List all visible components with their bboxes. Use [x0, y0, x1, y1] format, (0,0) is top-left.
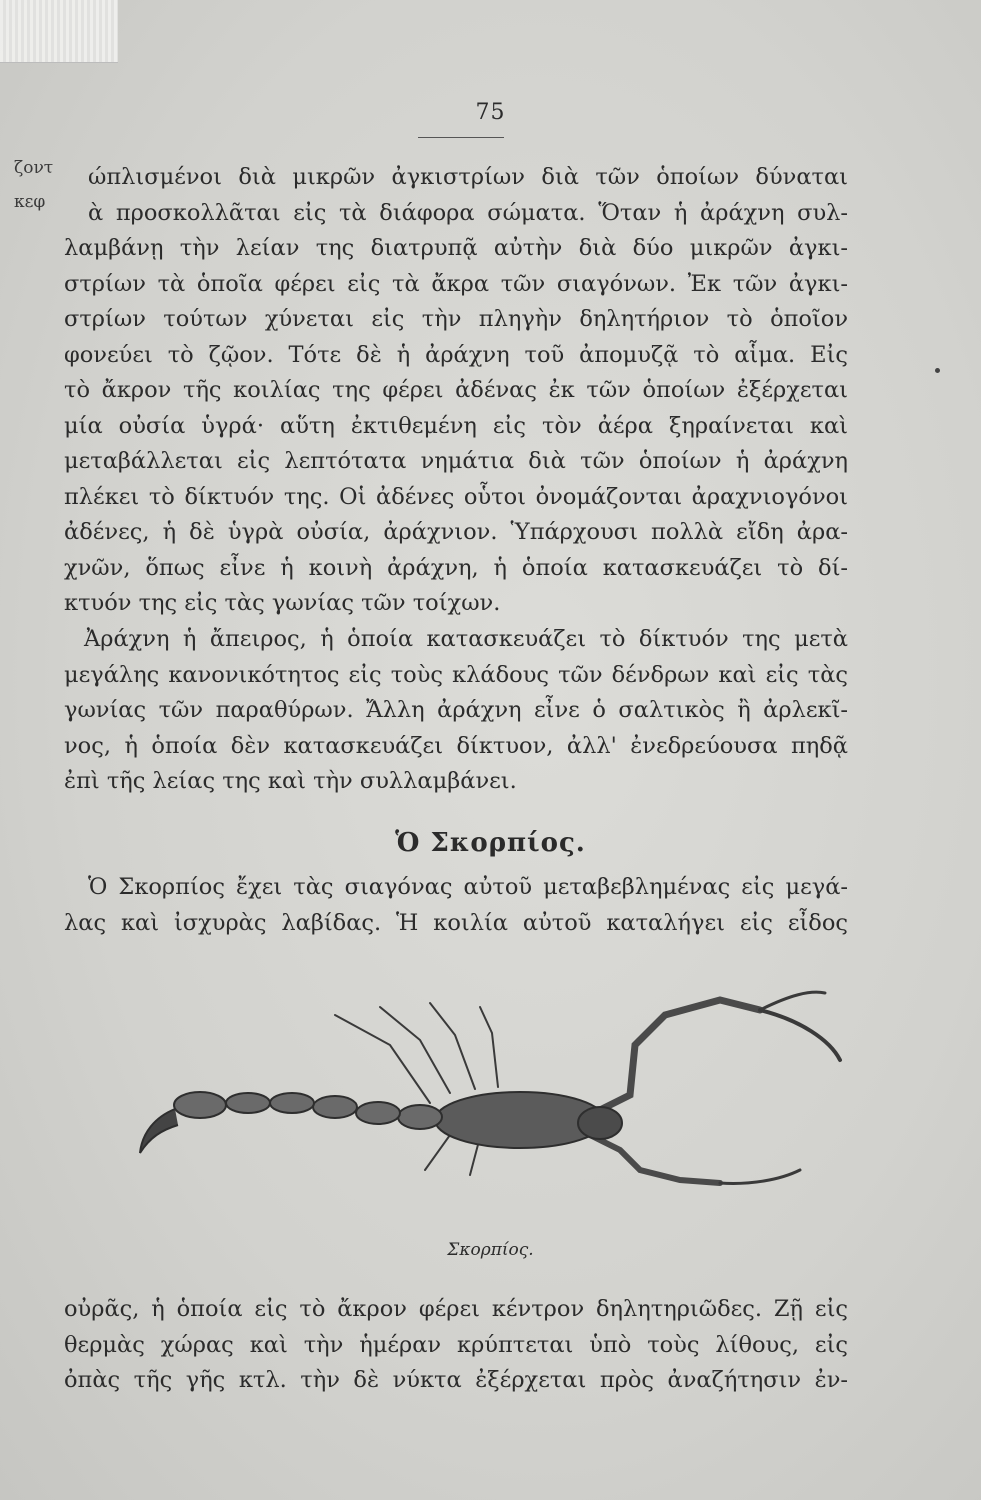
- text-line: τὸ ἄκρον τῆς κοιλίας της φέρει ἀδένας ἐκ τῶν ὁποίων ἐξέρχεται: [64, 377, 848, 403]
- figure-caption: Σκορπίος.: [447, 1240, 534, 1260]
- text-line: Ὁ Σκορπίος ἔχει τὰς σιαγόνας αὐτοῦ μεταβεβλημένας εἰς μεγά-: [88, 874, 848, 900]
- scorpion-illustration: [120, 985, 860, 1195]
- ink-speck: [935, 368, 940, 373]
- text-line: φονεύει τὸ ζῷον. Τότε δὲ ἡ ἀράχνη τοῦ ἀπομυζᾷ τὸ αἷμα. Εἰς: [64, 341, 848, 368]
- paragraph-1: [88, 160, 848, 231]
- text-line: στρίων τὰ ὁποῖα φέρει εἰς τὰ ἄκρα τῶν σιαγόνων. Ἐκ τῶν ἀγκι-: [64, 270, 848, 297]
- text-line: ἐπὶ τῆς λείας της καὶ τὴν συλλαμβάνει.: [64, 768, 517, 794]
- text-line: πλέκει τὸ δίκτυόν της. Οἱ ἀδένες οὗτοι ὀνομάζονται ἀραχνιογόνοι: [64, 483, 848, 510]
- text-line: μεγάλης κανονικότητος εἰς τοὺς κλάδους τῶν δένδρων καὶ εἰς τὰς: [64, 661, 848, 688]
- text-line: μία οὐσία ὑγρά· αὕτη ἐκτιθεμένη εἰς τὸν ἀέρα ξηραίνεται καὶ: [64, 412, 848, 439]
- tape-scrap: [0, 0, 118, 63]
- text-line: χνῶν, ὅπως εἶνε ἡ κοινὴ ἀράχνη, ἡ ὁποία κατασκευάζει τὸ δί-: [64, 554, 848, 581]
- text-line: ἀδένες, ἡ δὲ ὑγρὰ οὐσία, ἀράχνιον. Ὑπάρχουσι πολλὰ εἴδη ἀρα-: [64, 519, 848, 545]
- text-line: νος, ἡ ὁποία δὲν κατασκευάζει δίκτυον, ἀλλ' ἐνεδρεύουσα πηδᾷ: [64, 732, 848, 759]
- text-line: λαμβάνῃ τὴν λείαν της διατρυπᾷ αὐτὴν διὰ δύο μικρῶν ἀγκι-: [64, 235, 848, 261]
- page-number: 75: [475, 100, 506, 125]
- text-line: κτυόν της εἰς τὰς γωνίας τῶν τοίχων.: [64, 590, 501, 616]
- text-line: στρίων τούτων χύνεται εἰς τὴν πληγὴν δηλητήριον τὸ ὁποῖον: [64, 306, 848, 332]
- text-line: γωνίας τῶν παραθύρων. Ἄλλη ἀράχνη εἶνε ὁ σαλτικὸς ἢ ἀρλεκῖ-: [64, 697, 848, 723]
- paragraph-4: [64, 1292, 848, 1399]
- text-line: οὐρᾶς, ἡ ὁποία εἰς τὸ ἄκρον φέρει κέντρον δηλητηριῶδες. Ζῇ εἰς: [64, 1296, 848, 1322]
- text-line: ὰ προσκολλᾶται εἰς τὰ διάφορα σώματα. Ὅταν ἡ ἀράχνη συλ-: [88, 199, 848, 226]
- text-line: ὀπὰς τῆς γῆς κτλ. τὴν δὲ νύκτα ἐξέρχεται πρὸς ἀναζήτησιν ἐν-: [64, 1367, 848, 1393]
- text-line: μεταβάλλεται εἰς λεπτότατα νημάτια διὰ τῶν ὁποίων ἡ ἀράχνη: [64, 448, 848, 474]
- text-line: ώπλισμένοι διὰ μικρῶν ἀγκιστρίων διὰ τῶν ὁποίων δύναται: [88, 164, 848, 190]
- header-rule: [418, 137, 504, 138]
- text-line: Ἀράχνη ἡ ἄπειρος, ἡ ὁποία κατασκευάζει τὸ δίκτυόν της μετὰ: [84, 626, 848, 652]
- margin-note-1: ζοντ: [14, 158, 54, 178]
- section-heading: Ὁ Σκορπίος.: [395, 828, 586, 858]
- text-line: θερμὰς χώρας καὶ τὴν ἡμέραν κρύπτεται ὑπὸ τοὺς λίθους, εἰς: [64, 1331, 848, 1358]
- paragraph-3: [64, 870, 848, 941]
- paragraph-1-cont: [64, 231, 848, 622]
- text-line: λας καὶ ἰσχυρὰς λαβίδας. Ἡ κοιλία αὐτοῦ καταλήγει εἰς εἶδος: [64, 909, 848, 936]
- margin-note-2: κεφ: [14, 192, 46, 212]
- paragraph-2: [64, 622, 848, 800]
